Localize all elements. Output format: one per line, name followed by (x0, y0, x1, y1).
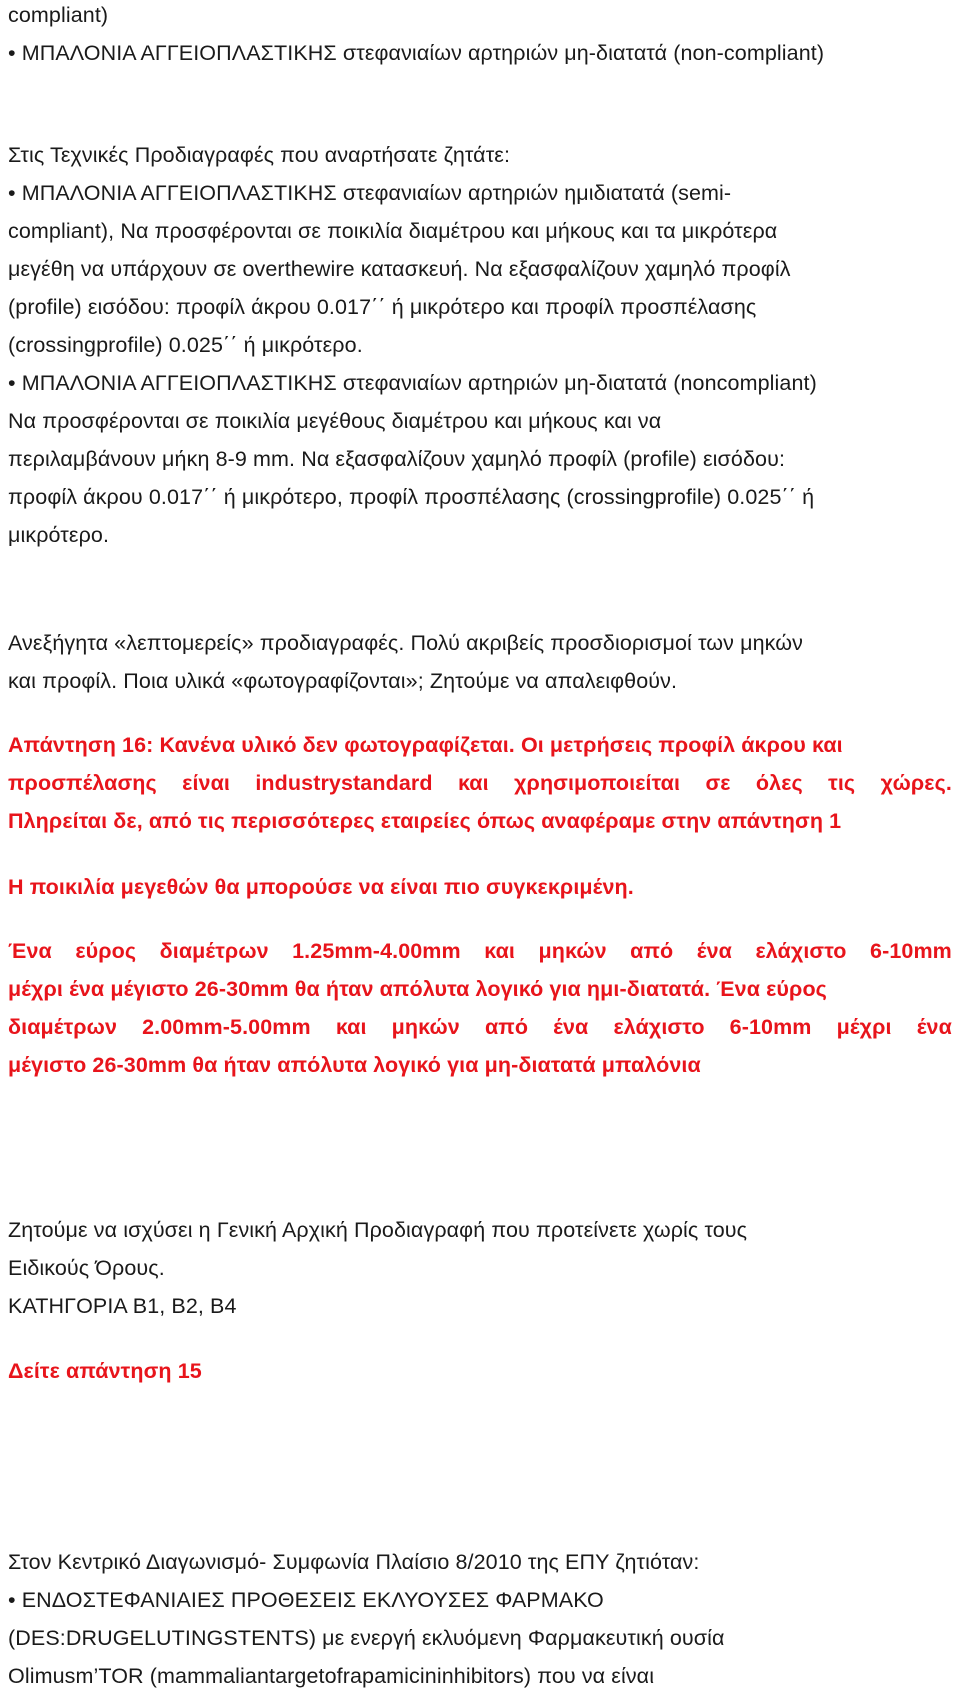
text-line: Να προσφέρονται σε ποικιλία μεγέθους διαμέτρου και μήκους και να (8, 409, 662, 433)
word: και (335, 1015, 367, 1039)
word: ένα (553, 1015, 589, 1039)
word: μηκών (391, 1015, 460, 1039)
answer-16-justified-line (8, 768, 952, 798)
word: τις (828, 771, 856, 795)
word: μέχρι (836, 1015, 892, 1039)
word: χρησιμοποιείται (514, 771, 681, 795)
word: ελάχιστο (755, 939, 847, 963)
answer-16-line: Απάντηση 16: Κανένα υλικό δεν φωτογραφίζεται. Οι μετρήσεις προφίλ άκρου και (8, 733, 843, 757)
text-line: Olimusm’TOR (mammaliantargetofrapamicininhibitors) που να είναι (8, 1664, 655, 1688)
word: industrystandard (255, 771, 433, 795)
answer-16-justified-line (8, 1012, 952, 1042)
word: διαμέτρων (8, 1015, 117, 1039)
word: 6-10mm (729, 1015, 812, 1039)
text-line: compliant) (8, 3, 109, 27)
word: όλες (755, 771, 803, 795)
word: είναι (182, 771, 230, 795)
word: 6-10mm (870, 939, 952, 963)
text-line: compliant), Να προσφέρονται σε ποικιλία διαμέτρου και μήκους και τα μικρότερα (8, 219, 778, 243)
word: 2.00mm-5.00mm (142, 1015, 311, 1039)
answer-16-justified-line (8, 936, 952, 966)
text-line: • ΜΠΑΛΟΝΙΑ ΑΓΓΕΙΟΠΛΑΣΤΙΚΗΣ στεφανιαίων αρτηριών μη-διατατά (noncompliant) (8, 371, 817, 395)
word: ένα (916, 1015, 952, 1039)
word: ένα (696, 939, 732, 963)
text-line: περιλαμβάνουν μήκη 8-9 mm. Να εξασφαλίζουν χαμηλό προφίλ (profile) εισόδου: (8, 447, 786, 471)
answer-15-line: Δείτε απάντηση 15 (8, 1359, 202, 1383)
word: και (484, 939, 515, 963)
word: μηκών (538, 939, 607, 963)
word: προσπέλασης (8, 771, 157, 795)
text-line: και προφίλ. Ποια υλικά «φωτογραφίζονται»; Ζητούμε να απαλειφθούν. (8, 669, 678, 693)
text-line: Ειδικούς Όρους. (8, 1256, 165, 1280)
text-line: ΚΑΤΗΓΟΡΙΑ Β1, Β2, Β4 (8, 1294, 237, 1318)
word: διαμέτρων (159, 939, 269, 963)
text-line: Ζητούμε να ισχύσει η Γενική Αρχική Προδιαγραφή που προτείνετε χωρίς τους (8, 1218, 748, 1242)
answer-16-line: Η ποικιλία μεγεθών θα μπορούσε να είναι πιο συγκεκριμένη. (8, 875, 634, 899)
word: Ένα (8, 939, 52, 963)
text-line: (profile) εισόδου: προφίλ άκρου 0.017΄΄ ή μικρότερο και προφίλ προσπέλασης (8, 295, 757, 319)
answer-16-line: μέχρι ένα μέγιστο 26-30mm θα ήταν απόλυτα λογικό για ημι-διατατά. Ένα εύρος (8, 977, 827, 1001)
word: εύρος (75, 939, 137, 963)
text-line: (DES:DRUGELUTINGSTENTS) με ενεργή εκλυόμενη Φαρμακευτική ουσία (8, 1626, 725, 1650)
text-line: (crossingprofile) 0.025΄΄ ή μικρότερο. (8, 333, 363, 357)
text-line: • ΜΠΑΛΟΝΙΑ ΑΓΓΕΙΟΠΛΑΣΤΙΚΗΣ στεφανιαίων αρτηριών μη-διατατά (non-compliant) (8, 41, 825, 65)
word: χώρες. (880, 771, 952, 795)
answer-16-line: Πληρείται δε, από τις περισσότερες εταιρείες όπως αναφέραμε στην απάντηση 1 (8, 809, 842, 833)
text-line: • ΕΝΔΟΣΤΕΦΑΝΙΑΙΕΣ ΠΡΟΘΕΣΕΙΣ ΕΚΛΥΟΥΣΕΣ ΦΑΡΜΑΚΟ (8, 1588, 604, 1612)
text-line: Ανεξήγητα «λεπτομερείς» προδιαγραφές. Πολύ ακριβείς προσδιορισμοί των μηκών (8, 631, 803, 655)
word: 1.25mm-4.00mm (292, 939, 461, 963)
answer-16-line: μέγιστο 26-30mm θα ήταν απόλυτα λογικό για μη-διατατά μπαλόνια (8, 1053, 701, 1077)
word: σε (705, 771, 731, 795)
word: ελάχιστο (613, 1015, 705, 1039)
text-line: μικρότερο. (8, 523, 110, 547)
word: και (457, 771, 489, 795)
text-line: • ΜΠΑΛΟΝΙΑ ΑΓΓΕΙΟΠΛΑΣΤΙΚΗΣ στεφανιαίων αρτηριών ημιδιατατά (semi- (8, 181, 732, 205)
word: από (630, 939, 674, 963)
text-line: Στις Τεχνικές Προδιαγραφές που αναρτήσατε ζητάτε: (8, 143, 511, 167)
word: από (484, 1015, 529, 1039)
text-line: μεγέθη να υπάρχουν σε overthewire κατασκευή. Να εξασφαλίζουν χαμηλό προφίλ (8, 257, 791, 281)
text-line: Στον Κεντρικό Διαγωνισμό- Συμφωνία Πλαίσιο 8/2010 της ΕΠΥ ζητιόταν: (8, 1550, 700, 1574)
text-line: προφίλ άκρου 0.017΄΄ ή μικρότερο, προφίλ προσπέλασης (crossingprofile) 0.025΄΄ ή (8, 485, 815, 509)
